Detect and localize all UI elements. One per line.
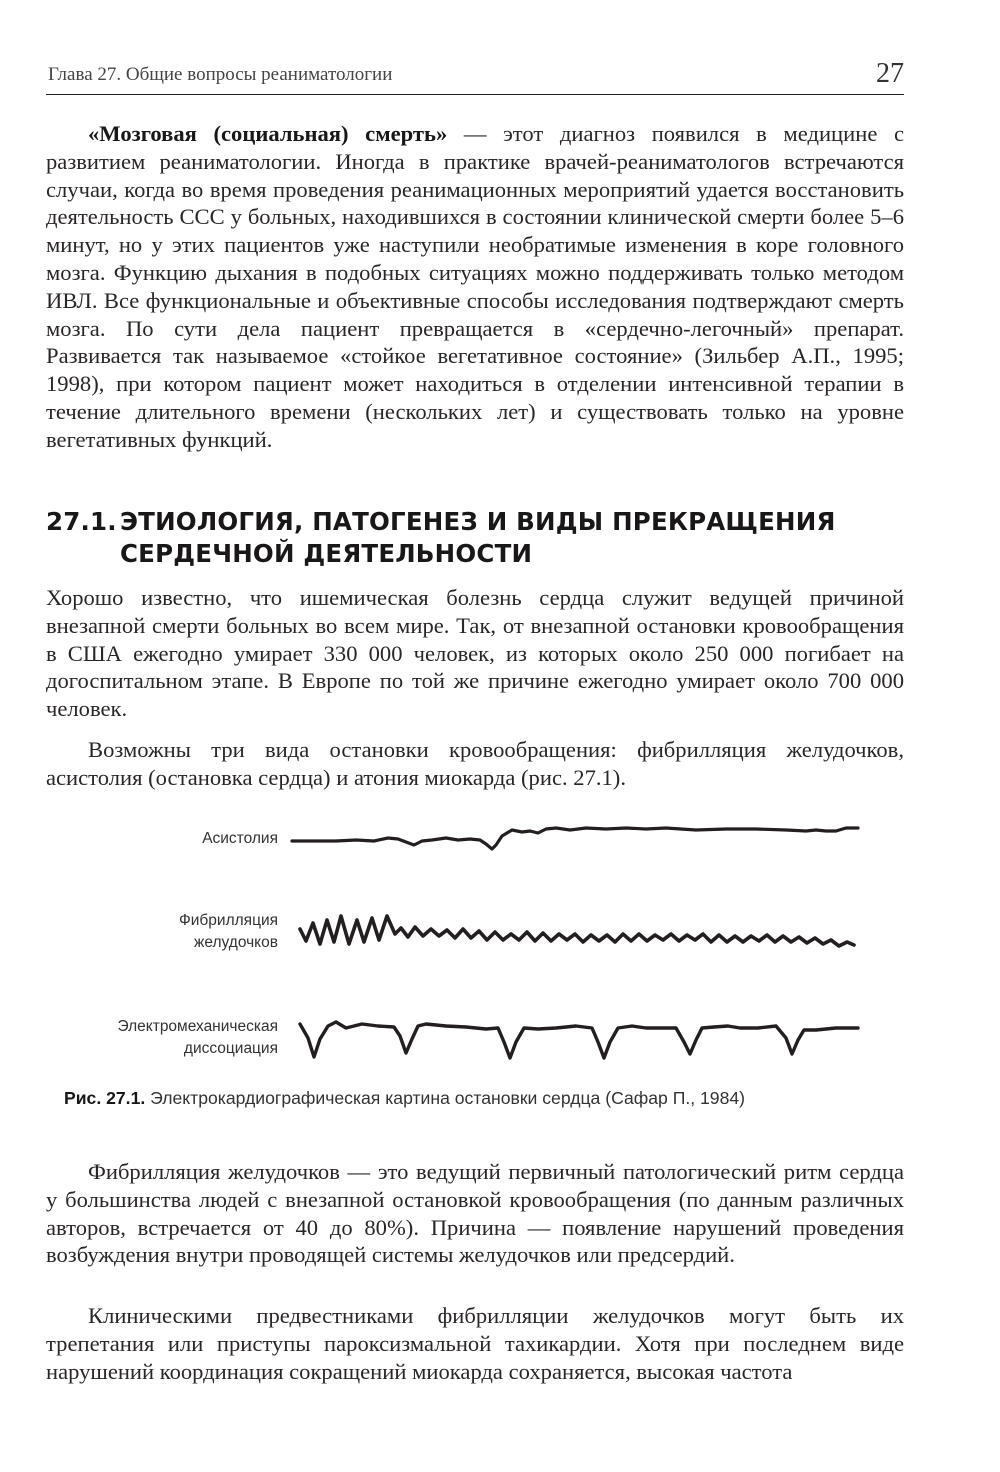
label-emd-line1: Электромеханическая [117, 1018, 278, 1035]
chapter-title: Глава 27. Общие вопросы реаниматологии [48, 64, 393, 85]
figure-caption [64, 1088, 904, 1109]
caption-text: Электрокардиографическая картина остановки сердца (Сафар П., 1984) [145, 1088, 746, 1108]
page-number: 27 [876, 58, 904, 89]
trace-asystole [292, 828, 858, 849]
paragraph-brain-death [46, 120, 904, 454]
paragraph-ischemic-text: Хорошо известно, что ишемическая болезнь сердца служит ведущей причиной внезапной смерти больных во всем мире. Так, от внезапной остановки кровообращения в США ежегодно умирает 330 000 человек, из которых около 250 000 погибает на догоспитальном этапе. В Европе по той же причине ежегодно умирает около 700 000 человек. [46, 585, 904, 722]
paragraph-vfib-text: Фибрилляция желудочков — это ведущий первичный патологический ритм сердца у большинства людей с внезапной остановкой кровообращения (по данным различных авторов, встречается от 40 до 80%). Причина — появление нарушений проведения возбуждения внутри проводящей системы желудочков или предсердий. [46, 1159, 904, 1268]
ecg-traces [46, 814, 904, 1074]
paragraph-brain-death-text: — этот диагноз появился в медицине с развитием реаниматологии. Иногда в практике врачей-реаниматологов встречаются случаи, когда во время проведения реанимационных мероприятий удается восстановить деятельность ССС у больных, находившихся в состоянии клинической смерти более 5–6 минут, но у этих пациентов уже наступили необратимые изменения в коре головного мозга. Функцию дыхания в подобных ситуациях можно поддерживать только методом ИВЛ. Все функциональные и объективные способы исследования подтверждают смерть мозга. По сути дела пациент превращается в «сердечно-легочный» препарат. Развивается так называемое «стойкое вегетативное состояние» (Зильбер А.П., 1995; 1998), при котором пациент может находиться в отделении интенсивной терапии в течение длительного времени (нескольких лет) и существовать только на уровне вегетативных функций. [46, 121, 905, 452]
section-number: 27.1. [46, 507, 117, 536]
ecg-figure [46, 814, 904, 1074]
term-brain-death: «Мозговая (социальная) смерть» [88, 121, 448, 146]
paragraph-types-text: Возможны три вида остановки кровообращения: фибрилляция желудочков, асистолия (остановка сердца) и атония миокарда (рис. 27.1). [46, 737, 904, 790]
paragraph-vfib [46, 1158, 904, 1269]
paragraph-precursors [46, 1302, 904, 1385]
trace-emd [300, 1022, 858, 1058]
paragraph-types [46, 736, 904, 792]
label-asystole-line1: Асистолия [202, 830, 278, 847]
paragraph-ischemic [46, 584, 904, 723]
label-vfib-line2: желудочков [194, 934, 278, 951]
label-vfib-line1: Фибрилляция [178, 912, 278, 929]
running-header [46, 58, 904, 95]
caption-label: Рис. 27.1. [64, 1088, 146, 1108]
section-title: ЭТИОЛОГИЯ, ПАТОГЕНЕЗ И ВИДЫ ПРЕКРАЩЕНИЯ СЕРДЕЧНОЙ ДЕЯТЕЛЬНОСТИ [120, 507, 836, 568]
label-emd-line2: диссоциация [183, 1040, 278, 1057]
trace-vfib [300, 916, 854, 946]
paragraph-precursors-text: Клиническими предвестниками фибрилляции желудочков могут быть их трепетания или приступы пароксизмальной тахикардии. Хотя при последнем виде нарушений координация сокращений миокарда сохраняется, высокая частота [46, 1303, 904, 1384]
book-page [46, 0, 904, 1472]
